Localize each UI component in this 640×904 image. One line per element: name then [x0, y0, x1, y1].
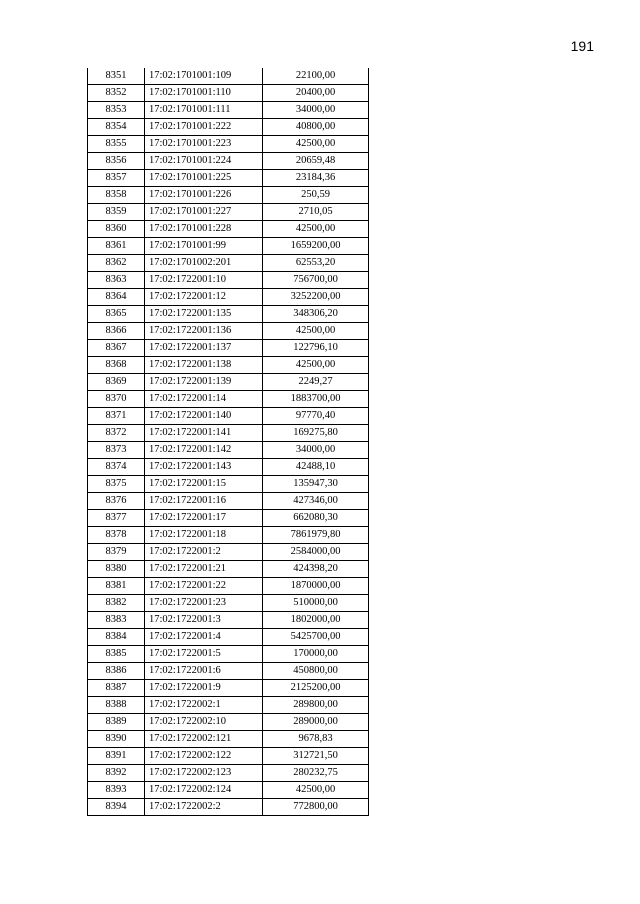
row-number-cell: 8380 — [88, 561, 145, 578]
cadastral-value-cell: 169275,80 — [263, 425, 369, 442]
cadastral-value-cell: 756700,00 — [263, 272, 369, 289]
cadastral-number-cell: 17:02:1722001:2 — [145, 544, 263, 561]
row-number-cell: 8384 — [88, 629, 145, 646]
cadastral-value-cell: 3252200,00 — [263, 289, 369, 306]
cadastral-value-cell: 1883700,00 — [263, 391, 369, 408]
table-body — [88, 68, 369, 816]
table-row — [88, 238, 369, 255]
row-number-cell: 8361 — [88, 238, 145, 255]
row-number-cell: 8386 — [88, 663, 145, 680]
cadastral-number-cell: 17:02:1701002:201 — [145, 255, 263, 272]
cadastral-value-cell: 97770,40 — [263, 408, 369, 425]
table-row — [88, 221, 369, 238]
table-row — [88, 85, 369, 102]
cadastral-number-cell: 17:02:1701001:222 — [145, 119, 263, 136]
cadastral-value-cell: 5425700,00 — [263, 629, 369, 646]
table-row — [88, 544, 369, 561]
cadastral-number-cell: 17:02:1722001:5 — [145, 646, 263, 663]
cadastral-value-cell: 510000,00 — [263, 595, 369, 612]
cadastral-number-cell: 17:02:1701001:110 — [145, 85, 263, 102]
cadastral-value-cell: 42500,00 — [263, 136, 369, 153]
cadastral-number-cell: 17:02:1701001:228 — [145, 221, 263, 238]
cadastral-value-cell: 23184,36 — [263, 170, 369, 187]
row-number-cell: 8368 — [88, 357, 145, 374]
cadastral-number-cell: 17:02:1722002:2 — [145, 799, 263, 816]
cadastral-number-cell: 17:02:1722002:123 — [145, 765, 263, 782]
table-row — [88, 68, 369, 85]
cadastral-value-cell: 135947,30 — [263, 476, 369, 493]
cadastral-value-cell: 2249,27 — [263, 374, 369, 391]
table-row — [88, 340, 369, 357]
cadastral-value-cell: 2125200,00 — [263, 680, 369, 697]
cadastral-number-cell: 17:02:1722001:6 — [145, 663, 263, 680]
cadastral-value-cell: 2584000,00 — [263, 544, 369, 561]
row-number-cell: 8376 — [88, 493, 145, 510]
row-number-cell: 8377 — [88, 510, 145, 527]
row-number-cell: 8365 — [88, 306, 145, 323]
cadastral-number-cell: 17:02:1722001:17 — [145, 510, 263, 527]
cadastral-number-cell: 17:02:1701001:223 — [145, 136, 263, 153]
row-number-cell: 8352 — [88, 85, 145, 102]
row-number-cell: 8370 — [88, 391, 145, 408]
table-row — [88, 357, 369, 374]
cadastral-number-cell: 17:02:1701001:224 — [145, 153, 263, 170]
cadastral-number-cell: 17:02:1722001:143 — [145, 459, 263, 476]
row-number-cell: 8389 — [88, 714, 145, 731]
table-row — [88, 510, 369, 527]
cadastral-value-cell: 34000,00 — [263, 102, 369, 119]
row-number-cell: 8359 — [88, 204, 145, 221]
cadastral-value-cell: 427346,00 — [263, 493, 369, 510]
cadastral-value-cell: 20659,48 — [263, 153, 369, 170]
table-row — [88, 153, 369, 170]
cadastral-value-cell: 450800,00 — [263, 663, 369, 680]
table-row — [88, 272, 369, 289]
cadastral-number-cell: 17:02:1722001:15 — [145, 476, 263, 493]
cadastral-value-cell: 662080,30 — [263, 510, 369, 527]
table-row — [88, 425, 369, 442]
table-row — [88, 663, 369, 680]
cadastral-number-cell: 17:02:1722001:141 — [145, 425, 263, 442]
row-number-cell: 8375 — [88, 476, 145, 493]
row-number-cell: 8371 — [88, 408, 145, 425]
cadastral-value-cell: 42500,00 — [263, 323, 369, 340]
table-row — [88, 527, 369, 544]
cadastral-value-cell: 1659200,00 — [263, 238, 369, 255]
cadastral-number-cell: 17:02:1722001:12 — [145, 289, 263, 306]
table-row — [88, 612, 369, 629]
cadastral-value-cell: 1802000,00 — [263, 612, 369, 629]
row-number-cell: 8357 — [88, 170, 145, 187]
cadastral-number-cell: 17:02:1722001:140 — [145, 408, 263, 425]
table-row — [88, 748, 369, 765]
table-row — [88, 323, 369, 340]
cadastral-number-cell: 17:02:1722001:22 — [145, 578, 263, 595]
table-row — [88, 697, 369, 714]
cadastral-value-cell: 250,59 — [263, 187, 369, 204]
row-number-cell: 8373 — [88, 442, 145, 459]
cadastral-number-cell: 17:02:1701001:111 — [145, 102, 263, 119]
cadastral-number-cell: 17:02:1722001:16 — [145, 493, 263, 510]
table-row — [88, 646, 369, 663]
table-row — [88, 731, 369, 748]
row-number-cell: 8387 — [88, 680, 145, 697]
cadastral-value-cell: 20400,00 — [263, 85, 369, 102]
cadastral-value-cell: 42500,00 — [263, 782, 369, 799]
table-row — [88, 493, 369, 510]
row-number-cell: 8363 — [88, 272, 145, 289]
row-number-cell: 8360 — [88, 221, 145, 238]
table-row — [88, 765, 369, 782]
table-row — [88, 408, 369, 425]
row-number-cell: 8382 — [88, 595, 145, 612]
row-number-cell: 8392 — [88, 765, 145, 782]
table-row — [88, 476, 369, 493]
cadastral-number-cell: 17:02:1701001:227 — [145, 204, 263, 221]
cadastral-number-cell: 17:02:1701001:99 — [145, 238, 263, 255]
row-number-cell: 8393 — [88, 782, 145, 799]
row-number-cell: 8351 — [88, 68, 145, 85]
table-row — [88, 204, 369, 221]
row-number-cell: 8356 — [88, 153, 145, 170]
table-row — [88, 629, 369, 646]
row-number-cell: 8383 — [88, 612, 145, 629]
cadastral-number-cell: 17:02:1722001:137 — [145, 340, 263, 357]
row-number-cell: 8367 — [88, 340, 145, 357]
cadastral-value-cell: 34000,00 — [263, 442, 369, 459]
table-row — [88, 714, 369, 731]
cadastral-value-cell: 42500,00 — [263, 357, 369, 374]
cadastral-value-cell: 62553,20 — [263, 255, 369, 272]
cadastral-number-cell: 17:02:1722001:14 — [145, 391, 263, 408]
table-row — [88, 459, 369, 476]
table-row — [88, 170, 369, 187]
table-row — [88, 578, 369, 595]
cadastral-value-cell: 7861979,80 — [263, 527, 369, 544]
row-number-cell: 8358 — [88, 187, 145, 204]
cadastral-number-cell: 17:02:1722002:121 — [145, 731, 263, 748]
cadastral-value-cell: 22100,00 — [263, 68, 369, 85]
table-row — [88, 442, 369, 459]
cadastral-value-cell: 772800,00 — [263, 799, 369, 816]
cadastral-value-cell: 289000,00 — [263, 714, 369, 731]
table-row — [88, 289, 369, 306]
row-number-cell: 8364 — [88, 289, 145, 306]
cadastral-value-table — [87, 68, 369, 816]
row-number-cell: 8362 — [88, 255, 145, 272]
row-number-cell: 8391 — [88, 748, 145, 765]
row-number-cell: 8381 — [88, 578, 145, 595]
table-row — [88, 374, 369, 391]
cadastral-number-cell: 17:02:1722001:10 — [145, 272, 263, 289]
cadastral-value-cell: 2710,05 — [263, 204, 369, 221]
row-number-cell: 8388 — [88, 697, 145, 714]
cadastral-number-cell: 17:02:1722001:21 — [145, 561, 263, 578]
cadastral-number-cell: 17:02:1722001:142 — [145, 442, 263, 459]
row-number-cell: 8379 — [88, 544, 145, 561]
cadastral-number-cell: 17:02:1722002:122 — [145, 748, 263, 765]
row-number-cell: 8369 — [88, 374, 145, 391]
cadastral-number-cell: 17:02:1722001:136 — [145, 323, 263, 340]
row-number-cell: 8374 — [88, 459, 145, 476]
cadastral-number-cell: 17:02:1722001:139 — [145, 374, 263, 391]
table-row — [88, 306, 369, 323]
table-row — [88, 187, 369, 204]
row-number-cell: 8366 — [88, 323, 145, 340]
row-number-cell: 8354 — [88, 119, 145, 136]
cadastral-number-cell: 17:02:1722001:138 — [145, 357, 263, 374]
row-number-cell: 8394 — [88, 799, 145, 816]
table-row — [88, 782, 369, 799]
cadastral-value-cell: 9678,83 — [263, 731, 369, 748]
cadastral-number-cell: 17:02:1722001:3 — [145, 612, 263, 629]
table-row — [88, 391, 369, 408]
table-row — [88, 255, 369, 272]
cadastral-number-cell: 17:02:1722001:4 — [145, 629, 263, 646]
cadastral-number-cell: 17:02:1722001:135 — [145, 306, 263, 323]
cadastral-value-cell: 289800,00 — [263, 697, 369, 714]
table-row — [88, 102, 369, 119]
cadastral-number-cell: 17:02:1722001:23 — [145, 595, 263, 612]
table-row — [88, 119, 369, 136]
cadastral-value-cell: 40800,00 — [263, 119, 369, 136]
cadastral-value-cell: 122796,10 — [263, 340, 369, 357]
table-row — [88, 136, 369, 153]
table-row — [88, 595, 369, 612]
cadastral-number-cell: 17:02:1722002:1 — [145, 697, 263, 714]
cadastral-value-cell: 348306,20 — [263, 306, 369, 323]
row-number-cell: 8378 — [88, 527, 145, 544]
table-row — [88, 799, 369, 816]
cadastral-value-cell: 312721,50 — [263, 748, 369, 765]
cadastral-value-cell: 424398,20 — [263, 561, 369, 578]
row-number-cell: 8355 — [88, 136, 145, 153]
row-number-cell: 8372 — [88, 425, 145, 442]
cadastral-value-cell: 1870000,00 — [263, 578, 369, 595]
cadastral-value-cell: 42488,10 — [263, 459, 369, 476]
cadastral-number-cell: 17:02:1722002:124 — [145, 782, 263, 799]
cadastral-number-cell: 17:02:1722001:18 — [145, 527, 263, 544]
row-number-cell: 8385 — [88, 646, 145, 663]
cadastral-value-cell: 170000,00 — [263, 646, 369, 663]
page-number: 191 — [570, 38, 594, 54]
cadastral-number-cell: 17:02:1701001:109 — [145, 68, 263, 85]
cadastral-number-cell: 17:02:1701001:225 — [145, 170, 263, 187]
row-number-cell: 8353 — [88, 102, 145, 119]
row-number-cell: 8390 — [88, 731, 145, 748]
cadastral-value-cell: 280232,75 — [263, 765, 369, 782]
cadastral-number-cell: 17:02:1722001:9 — [145, 680, 263, 697]
cadastral-number-cell: 17:02:1722002:10 — [145, 714, 263, 731]
cadastral-number-cell: 17:02:1701001:226 — [145, 187, 263, 204]
table-row — [88, 680, 369, 697]
table-row — [88, 561, 369, 578]
cadastral-value-cell: 42500,00 — [263, 221, 369, 238]
